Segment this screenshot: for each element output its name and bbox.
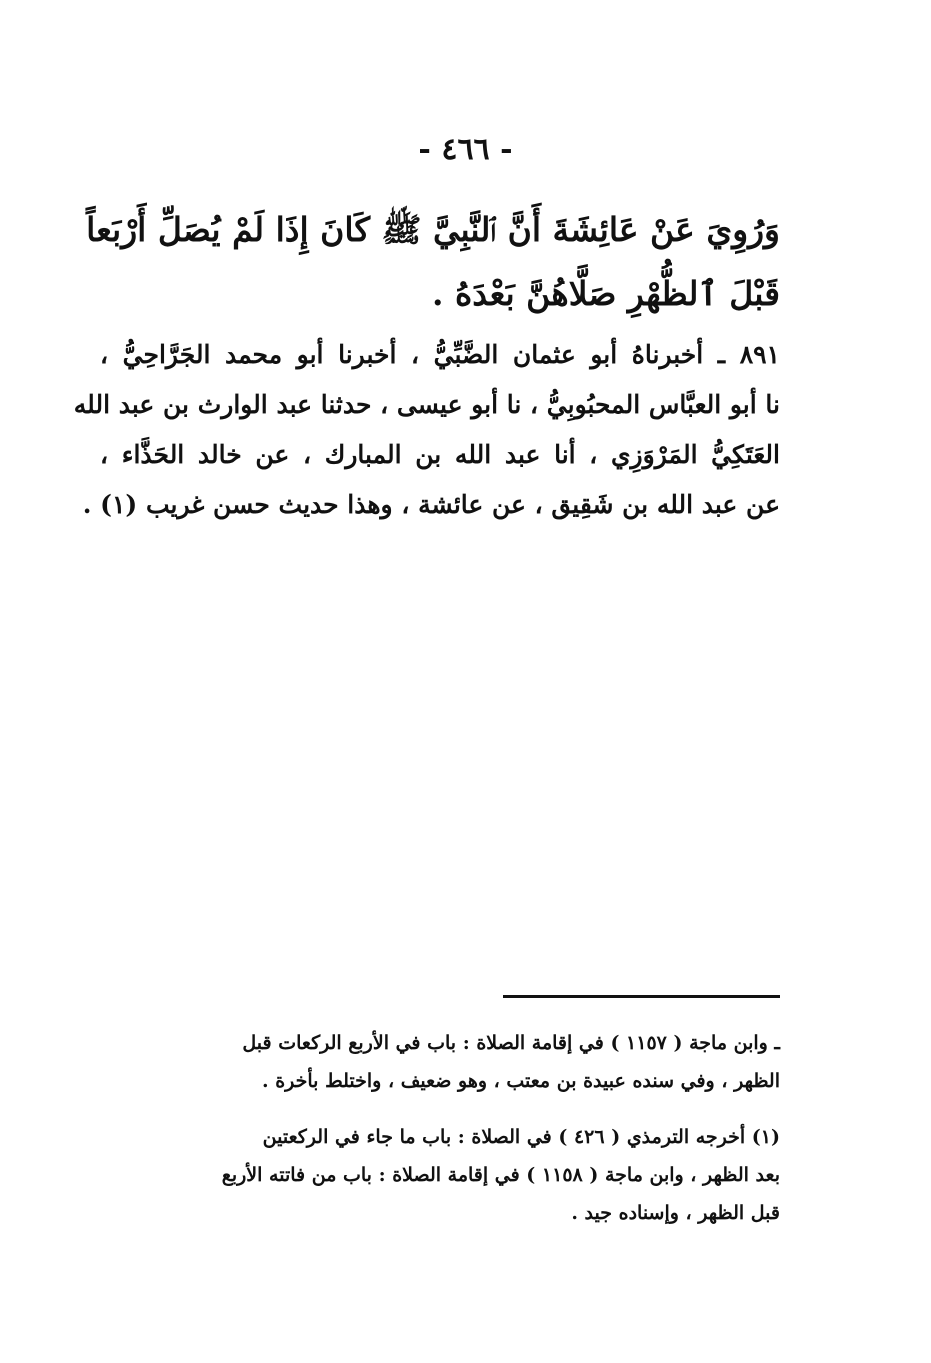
isnad-line: العَتَكِيُّ المَرْوَزِي ، أنا عبد الله بن المبارك ، عن خالد الحَذَّاء ، [100,440,780,469]
footnote-line: بعد الظهر ، وابن ماجة ( ١١٥٨ ) في إقامة الصلاة : باب من فاتته الأربع [221,1164,780,1186]
footnote-line: ـ وابن ماجة ( ١١٥٧ ) في إقامة الصلاة : باب في الأربع الركعات قبل [242,1032,780,1054]
hadith-text [86,198,780,326]
isnad-line: ٨٩١ ـ أخبرناهُ أبو عثمان الضَّبِّيُّ ، أخبرنا أبو محمد الجَرَّاحِيُّ ، [100,340,780,369]
hadith-line: وَرُوِيَ عَنْ عَائِشَةَ أَنَّ ٱلنَّبِيَّ ﷺ كَانَ إِذَا لَمْ يُصَلِّ أَرْبَعاً [86,210,780,249]
hadith-line: قَبْلَ ٱلظُّهْرِ صَلَّاهُنَّ بَعْدَهُ . [432,274,780,313]
isnad-paragraph [73,330,780,530]
footnote-line: الظهر ، وفي سنده عبيدة بن معتب ، وهو ضعيف ، واختلط بأخرة . [261,1070,780,1092]
page-number: - ٤٦٦ - [418,132,513,167]
footnote-divider [503,995,780,998]
footnote-1 [108,1118,780,1232]
isnad-line: عن عبد الله بن شَقِيق ، عن عائشة ، وهذا حديث حسن غريب (١) . [82,490,780,519]
footnote-line: (١) أخرجه الترمذي ( ٤٢٦ ) في الصلاة : باب ما جاء في الركعتين [262,1126,780,1148]
isnad-line: نا أبو العبَّاس المحبُوبِيُّ ، نا أبو عيسى ، حدثنا عبد الوارث بن عبد الله [73,390,780,419]
footnote-continuation [108,1024,780,1100]
footnote-line: قبل الظهر ، وإسناده جيد . [571,1202,780,1224]
